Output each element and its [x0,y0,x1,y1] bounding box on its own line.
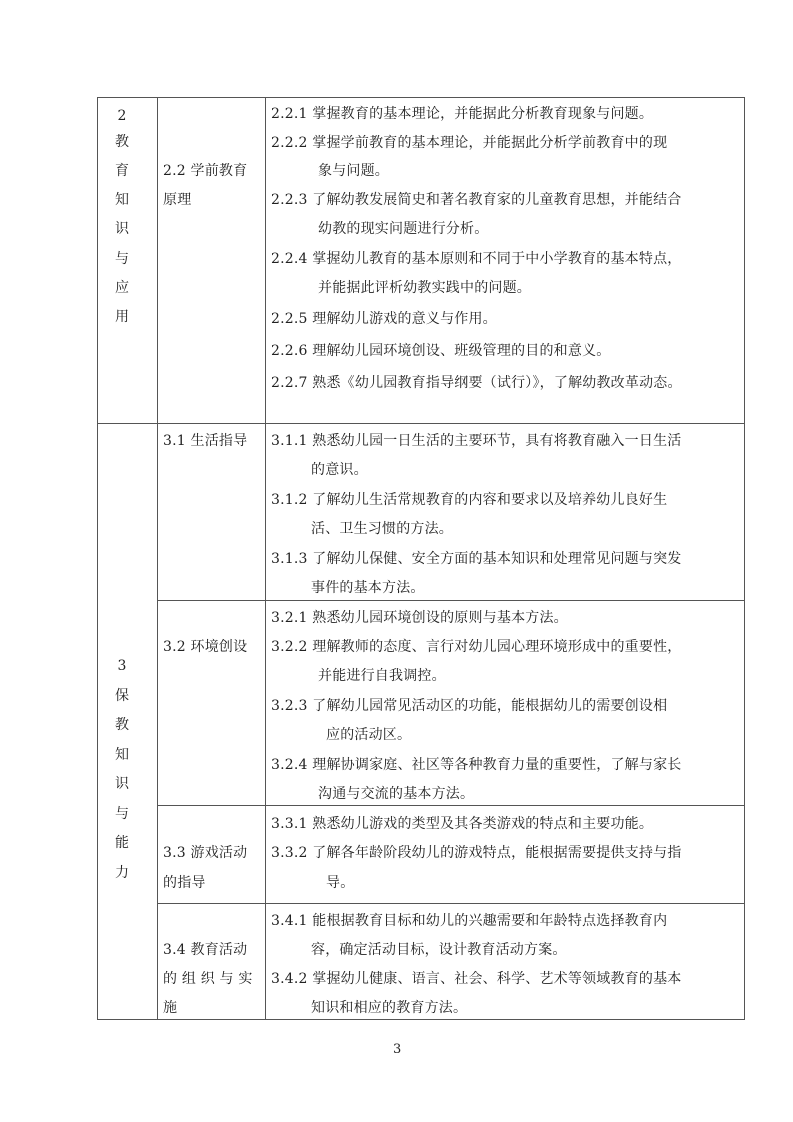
item-3-1-3: 3.1.3 了解幼儿保健、安全方面的基本知识和处理常见问题与突发 [271,551,682,567]
item-3-4-1: 3.4.1 能根据教育目标和幼儿的兴趣需要和年龄特点选择教育内 [271,913,668,929]
table-left-border [97,97,98,1019]
section-label-char: 知 [115,192,129,208]
section-label-char: 教 [115,717,129,733]
subsection-divider [157,903,745,904]
table-top-border [97,97,745,98]
item-3-3-1: 3.3.1 熟悉幼儿游戏的类型及其各类游戏的特点和主要功能。 [271,816,654,832]
subsection-title: 的指导 [163,875,206,891]
column-divider-2 [265,97,266,1019]
item-2-2-2-cont: 象与问题。 [318,163,389,179]
table-right-border [744,97,745,1019]
section-label-char: 保 [115,688,129,704]
item-3-2-3: 3.2.3 了解幼儿园常见活动区的功能，能根据幼儿的需要创设相 [271,698,668,714]
column-divider-1 [157,97,158,1019]
subsection-title: 3.4 教育活动 [163,942,248,958]
item-2-2-7: 2.2.7 熟悉《幼儿园教育指导纲要（试行）》，了解幼教改革动态。 [271,375,682,391]
section-label-char: 力 [115,865,129,881]
item-3-4-2-cont: 知识和相应的教育方法。 [311,1000,468,1016]
section-label-char: 用 [115,309,129,325]
item-3-2-4-cont: 沟通与交流的基本方法。 [318,786,475,802]
section-label-char: 识 [115,221,129,237]
table-bottom-border [97,1019,745,1020]
subsection-title: 3.2 环境创设 [163,639,248,655]
item-3-4-2: 3.4.2 掌握幼儿健康、语言、社会、科学、艺术等领域教育的基本 [271,971,682,987]
section-label-char: 识 [115,776,129,792]
subsection-title: 2.2 学前教育 [163,163,248,179]
section-label-char: 教 [115,134,129,150]
section-label-char: 2 [117,108,127,124]
item-3-1-1-cont: 的意识。 [311,462,368,478]
item-2-2-4: 2.2.4 掌握幼儿教育的基本原则和不同于中小学教育的基本特点， [271,251,682,267]
subsection-title: 3.1 生活指导 [163,433,248,449]
subsection-title: 3.3 游戏活动 [163,845,248,861]
item-2-2-4-cont: 并能据此评析幼教实践中的问题。 [318,280,531,296]
section-label-char: 知 [115,747,129,763]
section-label-char: 能 [115,835,129,851]
item-3-2-2-cont: 并能进行自我调控。 [318,668,446,684]
section-divider [97,423,745,424]
item-3-3-2-cont: 导。 [326,875,355,891]
item-3-1-2: 3.1.2 了解幼儿生活常规教育的内容和要求以及培养幼儿良好生 [271,492,668,508]
subsection-divider [157,805,745,806]
item-3-3-2: 3.3.2 了解各年龄阶段幼儿的游戏特点，能根据需要提供支持与指 [271,845,682,861]
item-2-2-3: 2.2.3 了解幼教发展简史和著名教育家的儿童教育思想，并能结合 [271,192,682,208]
subsection-title: 原理 [163,192,192,208]
subsection-title: 的 组 织 与 实 [163,971,253,987]
item-2-2-6: 2.2.6 理解幼儿园环境创设、班级管理的目的和意义。 [271,343,611,359]
item-3-1-1: 3.1.1 熟悉幼儿园一日生活的主要环节，具有将教育融入一日生活 [271,433,682,449]
item-3-1-3-cont: 事件的基本方法。 [311,580,425,596]
section-label-char: 与 [115,806,129,822]
subsection-divider [157,600,745,601]
item-2-2-1: 2.2.1 掌握教育的基本理论，并能据此分析教育现象与问题。 [271,106,654,122]
subsection-title: 施 [163,1000,178,1016]
item-2-2-2: 2.2.2 掌握学前教育的基本理论，并能据此分析学前教育中的现 [271,135,668,151]
page-number: 3 [393,1042,402,1057]
section-label-char: 与 [115,251,129,267]
section-label-char: 应 [115,280,129,296]
item-3-1-2-cont: 活、卫生习惯的方法。 [311,521,453,537]
item-3-4-1-cont: 容，确定活动目标，设计教育活动方案。 [311,942,567,958]
item-3-2-3-cont: 应的活动区。 [326,727,412,743]
item-2-2-3-cont: 幼教的现实问题进行分析。 [318,221,489,237]
section-label-char: 3 [117,658,127,674]
item-3-2-1: 3.2.1 熟悉幼儿园环境创设的原则与基本方法。 [271,610,568,626]
item-2-2-5: 2.2.5 理解幼儿游戏的意义与作用。 [271,311,497,327]
item-3-2-4: 3.2.4 理解协调家庭、社区等各种教育力量的重要性，了解与家长 [271,757,682,773]
item-3-2-2: 3.2.2 理解教师的态度、言行对幼儿园心理环境形成中的重要性， [271,639,682,655]
section-label-char: 育 [115,163,129,179]
